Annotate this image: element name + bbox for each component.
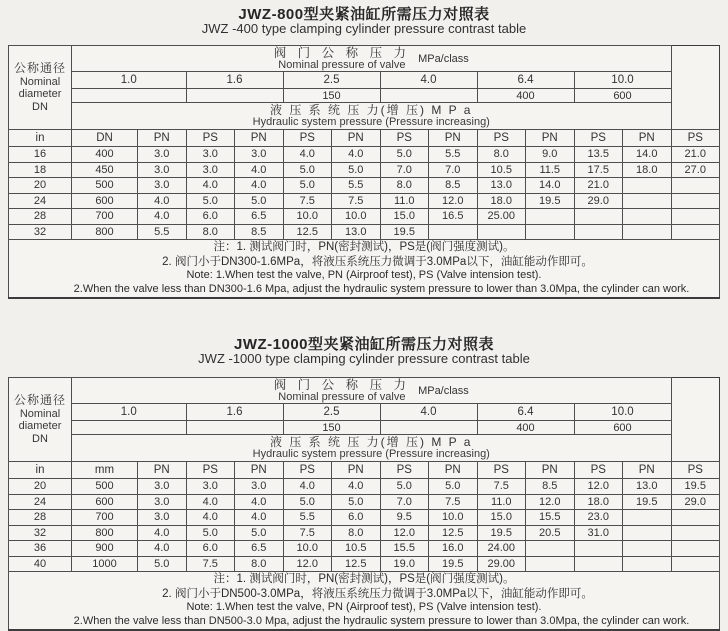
- rating-value: 150: [283, 421, 380, 435]
- pressure-value-cell: 5.0: [235, 193, 284, 209]
- pressure-value-cell: 15.5: [526, 510, 575, 526]
- pressure-value-cell: 6.5: [235, 541, 284, 557]
- pressure-value-cell: 5.5: [332, 178, 381, 194]
- pressure-value-cell: 18.0: [623, 162, 672, 178]
- valve-pressure-zh: 阀 门 公 称 压 力: [273, 377, 411, 392]
- pressure-value-cell: 18.0: [574, 494, 623, 510]
- pressure-value-cell: 7.5: [283, 193, 332, 209]
- pressure-value-cell: [623, 525, 672, 541]
- size-dn-cell: 500: [72, 178, 138, 194]
- class-rating-row: [9, 89, 720, 103]
- pressure-value-cell: 15.0: [380, 209, 429, 225]
- pressure-value-cell: 3.0: [235, 479, 284, 495]
- pressure-value-cell: [671, 541, 720, 557]
- pressure-value-cell: 4.0: [235, 510, 284, 526]
- table-row: [9, 510, 720, 526]
- rating-value: [380, 89, 477, 103]
- pressure-value-cell: 21.0: [574, 178, 623, 194]
- pressure-value-cell: [671, 525, 720, 541]
- pressure-value-cell: 8.0: [477, 147, 526, 163]
- pressure-value-cell: 8.0: [235, 556, 284, 572]
- pressure-value-cell: 11.0: [477, 494, 526, 510]
- size-dn-cell: 450: [72, 162, 138, 178]
- pressure-value-cell: [526, 541, 575, 557]
- pressure-value-cell: 13.0: [477, 178, 526, 194]
- pressure-class-row: [9, 404, 720, 421]
- pressure-value-cell: 29.0: [574, 193, 623, 209]
- pressure-table-jwz1000: [8, 377, 720, 631]
- pressure-value-cell: [574, 541, 623, 557]
- pressure-value-cell: 6.0: [332, 510, 381, 526]
- table-row: [9, 494, 720, 510]
- table-row: [9, 193, 720, 209]
- pressure-value-cell: 5.0: [283, 162, 332, 178]
- rating-value: [72, 89, 187, 103]
- rating-value: [72, 421, 187, 435]
- col-header-pn: PN: [526, 462, 575, 479]
- class-value: 1.6: [186, 404, 283, 421]
- table2-title-en: JWZ -1000 type clamping cylinder pressure contrast table: [198, 351, 530, 366]
- notes-row: [9, 572, 720, 630]
- col-header-ps: PS: [477, 462, 526, 479]
- pressure-value-cell: 7.5: [283, 525, 332, 541]
- size-in-cell: 32: [9, 525, 72, 541]
- col-header-pn: PN: [429, 130, 478, 147]
- column-header-row: [9, 462, 720, 479]
- rating-value: 400: [477, 89, 574, 103]
- pressure-value-cell: 15.0: [477, 510, 526, 526]
- class-value: 4.0: [380, 72, 477, 89]
- note-line: 2. 阀门小于DN500-3.0MPa，将液压系统压力微调于3.0MPa以下，油缸能动作即可。: [162, 587, 593, 600]
- pressure-value-cell: [671, 178, 720, 194]
- pressure-value-cell: 5.0: [429, 479, 478, 495]
- col-header-pn: PN: [332, 130, 381, 147]
- rating-value: 400: [477, 421, 574, 435]
- table-row: [9, 479, 720, 495]
- table-row: [9, 178, 720, 194]
- size-dn-cell: 400: [72, 147, 138, 163]
- hydraulic-zh: 液 压 系 统 压 力(增 压) M P a: [270, 102, 473, 117]
- pressure-value-cell: 3.0: [138, 510, 187, 526]
- pressure-value-cell: 4.0: [138, 193, 187, 209]
- note-line: 2.When the valve less than DN300-1.6 Mpa, adjust the hydraulic system pressure to lower than 3.0Mpa, the cylinder can work.: [73, 282, 690, 295]
- pressure-value-cell: 5.0: [186, 525, 235, 541]
- pressure-value-cell: 10.0: [283, 541, 332, 557]
- hydraulic-pressure-header-row: [9, 435, 720, 462]
- pressure-value-cell: [574, 224, 623, 240]
- size-in-cell: 16: [9, 147, 72, 163]
- size-dn-cell: 800: [72, 224, 138, 240]
- class-value: 6.4: [477, 72, 574, 89]
- pressure-value-cell: 4.0: [138, 541, 187, 557]
- pressure-value-cell: 3.0: [138, 479, 187, 495]
- pressure-value-cell: [526, 556, 575, 572]
- col-header-in: in: [9, 130, 72, 147]
- pressure-value-cell: 3.0: [186, 162, 235, 178]
- pressure-value-cell: [574, 556, 623, 572]
- pressure-value-cell: 19.5: [623, 494, 672, 510]
- rating-value: 600: [574, 421, 671, 435]
- pressure-value-cell: 5.0: [332, 162, 381, 178]
- size-in-cell: 24: [9, 193, 72, 209]
- pressure-value-cell: 8.5: [235, 224, 284, 240]
- pressure-value-cell: 12.0: [574, 479, 623, 495]
- pressure-value-cell: [623, 510, 672, 526]
- nominal-diameter-en: diameter: [18, 420, 62, 432]
- valve-pressure-zh: 阀 门 公 称 压 力: [273, 45, 411, 60]
- pressure-value-cell: 21.0: [671, 147, 720, 163]
- pressure-value-cell: 24.00: [477, 541, 526, 557]
- pressure-value-cell: [671, 556, 720, 572]
- class-value: 2.5: [283, 72, 380, 89]
- pressure-value-cell: 13.5: [574, 147, 623, 163]
- table-row: [9, 525, 720, 541]
- pressure-value-cell: 4.0: [332, 479, 381, 495]
- pressure-value-cell: 10.0: [429, 510, 478, 526]
- pressure-value-cell: [623, 541, 672, 557]
- pressure-value-cell: 13.0: [623, 479, 672, 495]
- pressure-class-row: [9, 72, 720, 89]
- rating-value: 150: [283, 89, 380, 103]
- pressure-value-cell: 12.0: [429, 193, 478, 209]
- pressure-value-cell: 5.0: [332, 494, 381, 510]
- col-header-ps: PS: [574, 130, 623, 147]
- pressure-value-cell: 8.0: [380, 178, 429, 194]
- pressure-value-cell: 16.0: [429, 541, 478, 557]
- class-value: 10.0: [574, 72, 671, 89]
- size-dn-cell: 600: [72, 494, 138, 510]
- pressure-value-cell: 10.0: [332, 209, 381, 225]
- nominal-diameter-dn: DN: [32, 432, 48, 445]
- size-dn-cell: 700: [72, 209, 138, 225]
- pressure-value-cell: [526, 209, 575, 225]
- note-line: 注：1. 测试阀门时，PN(密封测试)，PS是(阀门强度测试)。: [213, 573, 515, 586]
- pressure-value-cell: 9.5: [380, 510, 429, 526]
- column-header-row: [9, 130, 720, 147]
- pressure-value-cell: 7.5: [429, 494, 478, 510]
- pressure-value-cell: [671, 510, 720, 526]
- size-in-cell: 20: [9, 479, 72, 495]
- pressure-value-cell: 4.0: [283, 147, 332, 163]
- pressure-value-cell: [671, 193, 720, 209]
- pressure-value-cell: 12.5: [429, 525, 478, 541]
- pressure-value-cell: 8.0: [186, 224, 235, 240]
- nominal-diameter-header-cell: [9, 46, 72, 130]
- pressure-value-cell: 5.5: [138, 224, 187, 240]
- size-dn-cell: 1000: [72, 556, 138, 572]
- valve-pressure-header-row: [9, 46, 720, 72]
- pressure-value-cell: 4.0: [235, 162, 284, 178]
- pressure-value-cell: 8.0: [332, 525, 381, 541]
- pressure-value-cell: 4.0: [138, 525, 187, 541]
- note-line: 注：1. 测试阀门时，PN(密封测试)，PS是(阀门强度测试)。: [213, 241, 515, 254]
- pressure-value-cell: 4.0: [235, 494, 284, 510]
- class-value: 1.6: [186, 72, 283, 89]
- pressure-value-cell: [623, 556, 672, 572]
- pressure-value-cell: [671, 209, 720, 225]
- rating-value: 600: [574, 89, 671, 103]
- pressure-value-cell: 4.0: [283, 479, 332, 495]
- pressure-value-cell: 29.00: [477, 556, 526, 572]
- pressure-value-cell: [623, 224, 672, 240]
- pressure-value-cell: 5.0: [283, 178, 332, 194]
- size-in-cell: 36: [9, 541, 72, 557]
- size-in-cell: 18: [9, 162, 72, 178]
- pressure-value-cell: 19.0: [380, 556, 429, 572]
- size-in-cell: 40: [9, 556, 72, 572]
- col-header-ps: PS: [380, 130, 429, 147]
- pressure-value-cell: 10.5: [332, 541, 381, 557]
- hydraulic-pressure-header-cell: [72, 103, 672, 130]
- table1-title-zh: JWZ-800型夹紧油缸所需压力对照表: [238, 6, 490, 23]
- pressure-table-jwz800: [8, 45, 720, 299]
- col-header-pn: PN: [138, 462, 187, 479]
- col-header-ps: PS: [283, 462, 332, 479]
- note-line: 2.When the valve less than DN500-3.0 Mpa, adjust the hydraulic system pressure to lower than 3.0Mpa, the cylinder can work.: [73, 614, 690, 627]
- hydraulic-pressure-header-cell: [72, 435, 672, 462]
- notes-cell: [9, 572, 720, 630]
- col-header-ps: PS: [186, 130, 235, 147]
- valve-pressure-header-cell: [72, 46, 672, 72]
- notes-cell: [9, 240, 720, 298]
- pressure-value-cell: 29.0: [671, 494, 720, 510]
- col-header-ps: PS: [186, 462, 235, 479]
- pressure-value-cell: 27.0: [671, 162, 720, 178]
- rating-value: [186, 421, 283, 435]
- table-row: [9, 556, 720, 572]
- pressure-value-cell: 5.0: [283, 494, 332, 510]
- pressure-value-cell: 10.0: [283, 209, 332, 225]
- pressure-value-cell: 19.5: [380, 224, 429, 240]
- pressure-value-cell: 3.0: [138, 494, 187, 510]
- pressure-value-cell: 12.5: [283, 224, 332, 240]
- hydraulic-en: Hydraulic system pressure (Pressure increasing): [252, 115, 490, 128]
- col-header-ps: PS: [283, 130, 332, 147]
- pressure-value-cell: 10.5: [477, 162, 526, 178]
- valve-pressure-en: Nominal pressure of valve: [278, 390, 406, 403]
- mpa-class-unit: MPa/class: [418, 52, 469, 65]
- col-header-pn: PN: [235, 462, 284, 479]
- pressure-value-cell: 8.5: [429, 178, 478, 194]
- pressure-value-cell: 7.0: [429, 162, 478, 178]
- pressure-value-cell: 7.5: [477, 479, 526, 495]
- pressure-value-cell: 4.0: [138, 209, 187, 225]
- pressure-value-cell: [623, 209, 672, 225]
- pressure-value-cell: 4.0: [235, 178, 284, 194]
- col-header-ps: PS: [380, 462, 429, 479]
- col-header-ps: PS: [477, 130, 526, 147]
- class-value: 10.0: [574, 404, 671, 421]
- pressure-value-cell: 12.5: [332, 556, 381, 572]
- size-dn-cell: 700: [72, 510, 138, 526]
- pressure-value-cell: 9.0: [526, 147, 575, 163]
- note-line: 2. 阀门小于DN300-1.6MPa，将液压系统压力微调于3.0MPa以下，油缸能动作即可。: [162, 255, 593, 268]
- pressure-value-cell: 25.00: [477, 209, 526, 225]
- col-header-pn: PN: [235, 130, 284, 147]
- pressure-value-cell: 20.5: [526, 525, 575, 541]
- pressure-value-cell: 18.0: [477, 193, 526, 209]
- rating-value: [380, 421, 477, 435]
- pressure-value-cell: 4.0: [332, 147, 381, 163]
- nominal-diameter-en: Nominal: [19, 407, 61, 420]
- pressure-value-cell: 11.5: [526, 162, 575, 178]
- nominal-diameter-en: Nominal: [19, 75, 61, 88]
- col-header-in: in: [9, 462, 72, 479]
- class-rating-row: [9, 421, 720, 435]
- col-header-pn: PN: [526, 130, 575, 147]
- pressure-value-cell: 31.0: [574, 525, 623, 541]
- pressure-value-cell: 4.0: [186, 494, 235, 510]
- pressure-value-cell: 12.0: [380, 525, 429, 541]
- table-row: [9, 162, 720, 178]
- hydraulic-en: Hydraulic system pressure (Pressure increasing): [252, 447, 490, 460]
- size-in-cell: 28: [9, 510, 72, 526]
- nominal-diameter-zh: 公称通径: [13, 61, 66, 75]
- pressure-value-cell: 12.0: [283, 556, 332, 572]
- pressure-value-cell: [574, 209, 623, 225]
- col-header-pn: PN: [623, 130, 672, 147]
- size-in-cell: 28: [9, 209, 72, 225]
- pressure-value-cell: 5.5: [429, 147, 478, 163]
- table-row: [9, 209, 720, 225]
- pressure-value-cell: 7.0: [380, 162, 429, 178]
- pressure-value-cell: [623, 178, 672, 194]
- pressure-value-cell: [671, 224, 720, 240]
- col-header-mm: mm: [72, 462, 138, 479]
- size-in-cell: 24: [9, 494, 72, 510]
- pressure-value-cell: 13.0: [332, 224, 381, 240]
- col-header-ps: PS: [671, 462, 720, 479]
- valve-pressure-header-row: [9, 378, 720, 404]
- size-in-cell: 20: [9, 178, 72, 194]
- size-dn-cell: 800: [72, 525, 138, 541]
- pressure-value-cell: 6.5: [235, 209, 284, 225]
- pressure-value-cell: 17.5: [574, 162, 623, 178]
- nominal-diameter-dn: DN: [32, 100, 48, 113]
- table2-title-zh: JWZ-1000型夹紧油缸所需压力对照表: [233, 336, 495, 353]
- pressure-value-cell: 7.5: [186, 556, 235, 572]
- col-header-pn: PN: [138, 130, 187, 147]
- pressure-value-cell: 3.0: [186, 479, 235, 495]
- valve-pressure-header-cell: [72, 378, 672, 404]
- note-line: Note: 1.When test the valve, PN (Airproof test), PS (Valve intension test).: [186, 269, 542, 282]
- pressure-value-cell: 19.5: [477, 525, 526, 541]
- table-row: [9, 147, 720, 163]
- pressure-value-cell: 5.0: [380, 147, 429, 163]
- col-header-ps: PS: [574, 462, 623, 479]
- pressure-value-cell: 6.0: [186, 541, 235, 557]
- nominal-diameter-header-cell: [9, 378, 72, 462]
- pressure-value-cell: [429, 224, 478, 240]
- pressure-value-cell: 5.0: [138, 556, 187, 572]
- pressure-value-cell: 19.5: [429, 556, 478, 572]
- note-line: Note: 1.When test the valve, PN (Airproof test), PS (Valve intension test).: [186, 601, 542, 614]
- pressure-value-cell: 15.5: [380, 541, 429, 557]
- pressure-value-cell: 12.0: [526, 494, 575, 510]
- pressure-value-cell: 6.0: [186, 209, 235, 225]
- pressure-value-cell: 19.5: [526, 193, 575, 209]
- table-row: [9, 541, 720, 557]
- col-header-dn: DN: [72, 130, 138, 147]
- pressure-value-cell: 11.0: [380, 193, 429, 209]
- size-dn-cell: 500: [72, 479, 138, 495]
- nominal-diameter-en: diameter: [18, 88, 62, 100]
- class-value: 2.5: [283, 404, 380, 421]
- pressure-value-cell: 5.0: [186, 193, 235, 209]
- notes-row: [9, 240, 720, 298]
- rating-value: [186, 89, 283, 103]
- pressure-value-cell: [477, 224, 526, 240]
- table-row: [9, 224, 720, 240]
- pressure-value-cell: 3.0: [235, 147, 284, 163]
- class-value: 6.4: [477, 404, 574, 421]
- pressure-value-cell: [526, 224, 575, 240]
- class-value: 1.0: [72, 72, 187, 89]
- pressure-value-cell: 4.0: [186, 510, 235, 526]
- pressure-value-cell: 14.0: [526, 178, 575, 194]
- table1-title-en: JWZ -400 type clamping cylinder pressure contrast table: [201, 21, 527, 36]
- pressure-value-cell: 3.0: [138, 178, 187, 194]
- col-header-pn: PN: [332, 462, 381, 479]
- pressure-value-cell: 8.5: [526, 479, 575, 495]
- col-header-ps: PS: [671, 130, 720, 147]
- nominal-diameter-zh: 公称通径: [13, 393, 66, 407]
- size-dn-cell: 900: [72, 541, 138, 557]
- pressure-value-cell: 14.0: [623, 147, 672, 163]
- pressure-value-cell: 3.0: [138, 147, 187, 163]
- pressure-value-cell: 3.0: [138, 162, 187, 178]
- pressure-value-cell: 5.0: [380, 479, 429, 495]
- class-value: 1.0: [72, 404, 187, 421]
- pressure-value-cell: 7.0: [380, 494, 429, 510]
- hydraulic-zh: 液 压 系 统 压 力(增 压) M P a: [270, 434, 473, 449]
- col-header-pn: PN: [623, 462, 672, 479]
- size-in-cell: 32: [9, 224, 72, 240]
- pressure-value-cell: 5.5: [283, 510, 332, 526]
- hydraulic-pressure-header-row: [9, 103, 720, 130]
- mpa-class-unit: MPa/class: [418, 384, 469, 397]
- pressure-value-cell: 3.0: [186, 147, 235, 163]
- valve-pressure-en: Nominal pressure of valve: [278, 58, 406, 71]
- class-value: 4.0: [380, 404, 477, 421]
- size-dn-cell: 600: [72, 193, 138, 209]
- pressure-value-cell: 4.0: [186, 178, 235, 194]
- pressure-value-cell: [623, 193, 672, 209]
- pressure-value-cell: 16.5: [429, 209, 478, 225]
- col-header-pn: PN: [429, 462, 478, 479]
- pressure-value-cell: 19.5: [671, 479, 720, 495]
- pressure-value-cell: 7.5: [332, 193, 381, 209]
- pressure-value-cell: 23.0: [574, 510, 623, 526]
- pressure-value-cell: 5.0: [235, 525, 284, 541]
